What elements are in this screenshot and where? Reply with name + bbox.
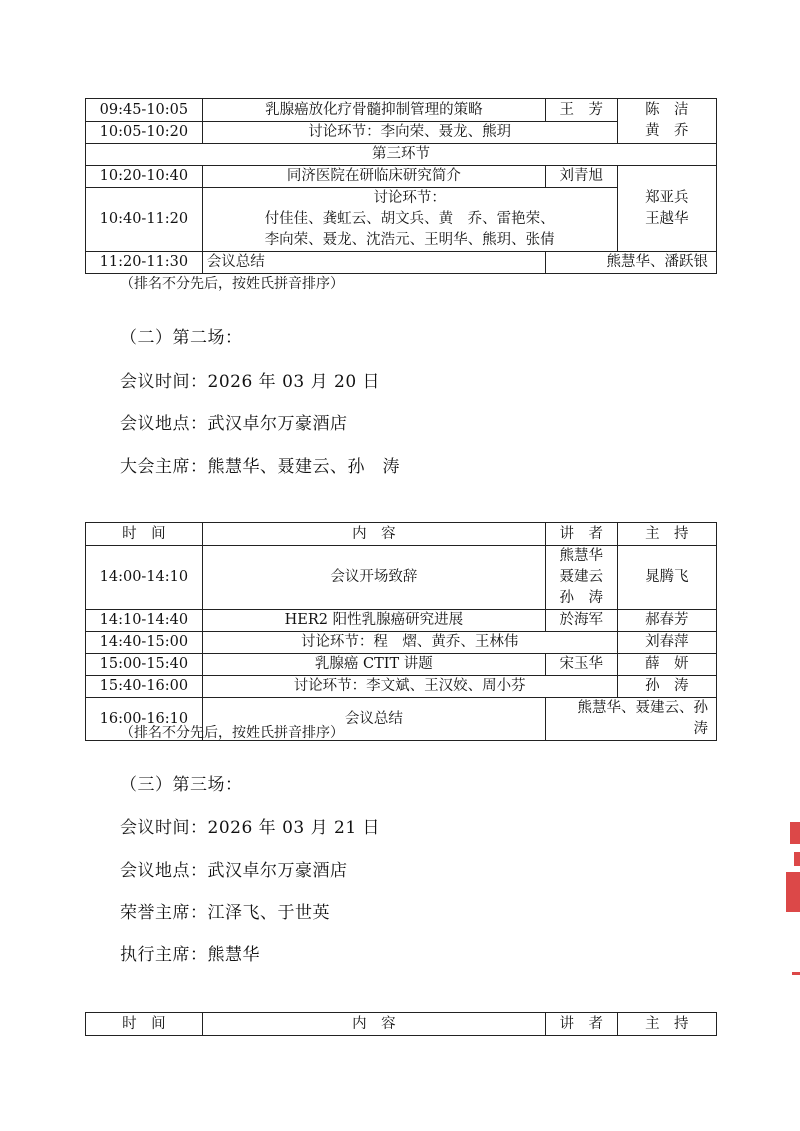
table-row (86, 546, 717, 610)
content-cell: 乳腺癌放化疗骨髓抑制管理的策略 (202, 99, 545, 122)
sort-note: （排名不分先后，按姓氏拼音排序） (120, 276, 344, 292)
sort-note: （排名不分先后，按姓氏拼音排序） (120, 725, 344, 741)
time-cell: 14:10-14:40 (86, 610, 203, 632)
content-cell: 会议总结 (202, 252, 545, 274)
seal-mark (794, 852, 800, 866)
time-cell: 11:20-11:30 (86, 252, 203, 274)
seal-mark (786, 872, 800, 912)
host-name: 陈 洁 (645, 102, 689, 118)
content-cell: 同济医院在研临床研究简介 (202, 166, 545, 188)
session2-time: 会议时间：2026 年 03 月 20 日 (120, 372, 381, 392)
table-header-row (86, 523, 717, 546)
speaker-cell: 熊慧华、聂建云、孙 涛 (545, 698, 716, 741)
content-line: 李向荣、聂龙、沈浩元、王明华、熊玥、张倩 (264, 232, 555, 248)
host-cell: 晁腾飞 (617, 546, 716, 610)
host-name: 黄 乔 (645, 123, 689, 139)
table-row (86, 676, 717, 698)
header-host: 主 持 (617, 523, 716, 546)
time-cell: 14:00-14:10 (86, 546, 203, 610)
content-line: 付佳佳、龚虹云、胡文兵、黄 乔、雷艳荣、 (264, 211, 555, 227)
content-cell: 乳腺癌 CTIT 讲题 (202, 654, 545, 676)
host-name: 郑亚兵 (645, 189, 689, 206)
time-cell: 16:00-16:10 (86, 698, 203, 741)
table-row (86, 654, 717, 676)
table-row (86, 99, 717, 122)
time-cell: 09:45-10:05 (86, 99, 203, 122)
host-cell (617, 166, 716, 252)
content-cell: 讨论环节：程 熠、黄乔、王林伟 (202, 632, 617, 654)
table-row (86, 632, 717, 654)
session3-time: 会议时间：2026 年 03 月 21 日 (120, 818, 381, 838)
header-speaker: 讲 者 (545, 523, 617, 546)
speaker-cell: 宋玉华 (545, 654, 617, 676)
session2-place: 会议地点：武汉卓尔万豪酒店 (120, 414, 348, 434)
time-cell: 10:05-10:20 (86, 122, 203, 144)
section-title: 第三环节 (86, 144, 717, 166)
host-cell: 孙 涛 (617, 676, 716, 698)
host-name: 王越华 (645, 210, 689, 227)
table-row (86, 610, 717, 632)
session3-place: 会议地点：武汉卓尔万豪酒店 (120, 861, 348, 881)
host-cell: 薛 妍 (617, 654, 716, 676)
session2-chair: 大会主席：熊慧华、聂建云、孙 涛 (120, 457, 400, 477)
content-cell: 讨论环节：李向荣、聂龙、熊玥 (202, 122, 617, 144)
content-cell: 讨论环节：李文斌、王汉姣、周小芬 (202, 676, 617, 698)
time-cell: 15:40-16:00 (86, 676, 203, 698)
session2-heading: （二）第二场： (120, 328, 243, 348)
session1-table (85, 98, 717, 274)
speaker-cell: 王 芳 (545, 99, 617, 122)
seal-mark (790, 822, 800, 844)
table-row (86, 144, 717, 166)
header-time: 时 间 (86, 523, 203, 546)
content-cell (202, 188, 617, 252)
header-content: 内 容 (202, 1013, 545, 1036)
session3-heading: （三）第三场： (120, 775, 243, 795)
header-host: 主 持 (617, 1013, 716, 1036)
header-speaker: 讲 者 (545, 1013, 617, 1036)
seal-mark (792, 972, 800, 975)
speaker-cell: 熊慧华、潘跃银 (545, 252, 716, 274)
time-cell: 14:40-15:00 (86, 632, 203, 654)
speaker-name: 孙 涛 (559, 590, 604, 606)
session3-honor-chair: 荣誉主席：江泽飞、于世英 (120, 903, 330, 923)
content-line: 讨论环节： (373, 190, 446, 206)
time-cell: 15:00-15:40 (86, 654, 203, 676)
header-content: 内 容 (202, 523, 545, 546)
speaker-cell: 刘青旭 (545, 166, 617, 188)
host-cell (617, 99, 716, 144)
host-cell: 刘春萍 (617, 632, 716, 654)
content-cell: 会议总结 (202, 698, 545, 741)
session3-table (85, 1012, 717, 1036)
session2-table (85, 522, 723, 741)
content-cell: HER2 阳性乳腺癌研究进展 (202, 610, 545, 632)
time-cell: 10:40-11:20 (86, 188, 203, 252)
session3-exec-chair: 执行主席：熊慧华 (120, 945, 260, 965)
speaker-cell (545, 546, 617, 610)
table-header-row (86, 1013, 717, 1036)
speaker-name: 聂建云 (559, 569, 604, 585)
time-cell: 10:20-10:40 (86, 166, 203, 188)
header-time: 时 间 (86, 1013, 203, 1036)
host-cell: 郝春芳 (617, 610, 716, 632)
speaker-cell: 於海军 (545, 610, 617, 632)
table-row (86, 166, 717, 188)
content-cell: 会议开场致辞 (202, 546, 545, 610)
speaker-name: 熊慧华 (559, 548, 604, 564)
table-row (86, 252, 717, 274)
